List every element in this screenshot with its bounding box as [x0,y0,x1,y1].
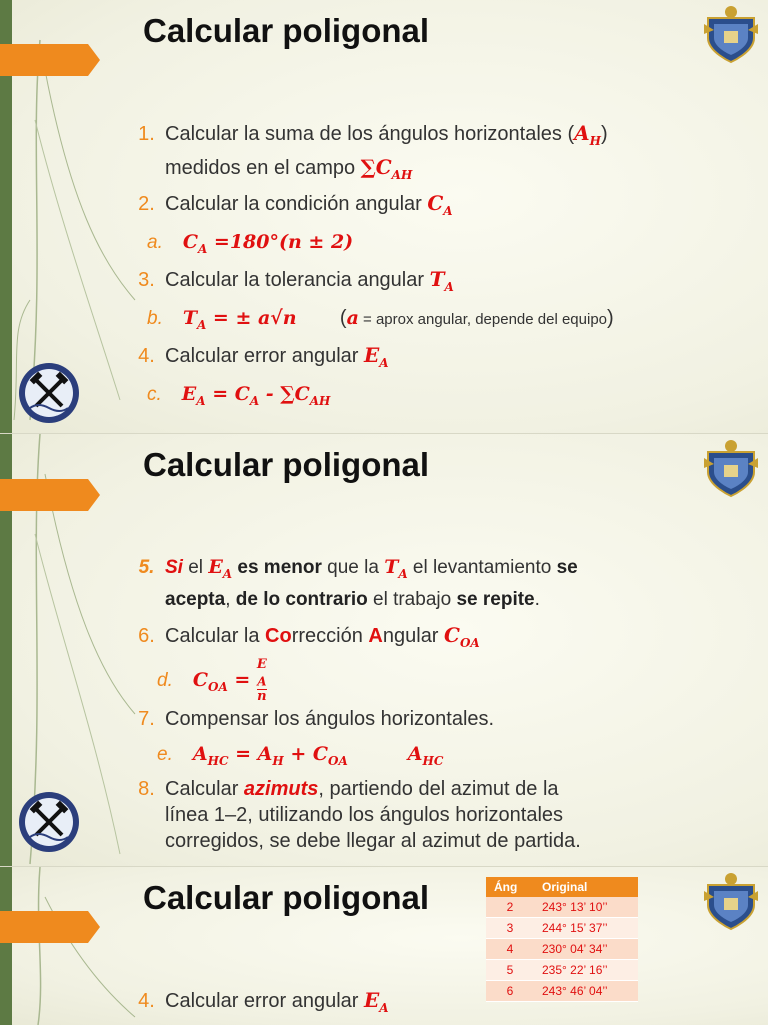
formula-c: c. $E_A = C_A - \sum C_{AH}$ [147,383,331,408]
list-item: 3. Calcular la tolerancia angular $T_A$ [138,267,454,294]
list-item: 4. Calcular error angular $E_A$ [138,988,389,1015]
mining-hammers-badge-icon [18,791,80,853]
formula-d: d. $C_{OA}$ = E $_A$ n [157,657,267,704]
slide-title: Calcular poligonal [143,12,430,49]
formula-a: a. $C_A =180^\circ(n \pm 2)$ [147,231,354,256]
list-item: 1. Calcular la suma de los ángulos horizontales $(A_H)$ medidos en el campo $\sum C_{AH}$ [138,121,608,182]
col-header: Áng [486,877,534,897]
formula-b: b. $T_A$ = ± a√n (a = aprox angular, depende del equipo) [147,307,614,332]
slide-3 [0,866,768,1025]
list-item: 2. Calcular la condición angular $C_A$ [138,191,453,218]
list-item: 8. Calcular azimuts, partiendo del azimut de la línea 1–2, utilizando los ángulos horizontales corregidos, se debe llegar al azimut de partida. [138,778,581,852]
table-row: 5 235° 22’ 16’’ [486,960,638,981]
university-crest-icon [700,438,762,500]
orange-title-arrow [0,911,100,943]
list-item: 7. Compensar los ángulos horizontales. [138,708,495,730]
university-crest-icon [700,871,762,933]
orange-title-arrow [0,44,100,76]
decorative-curves [0,867,140,1025]
table-row: 2 243° 13’ 10’’ [486,897,638,918]
table-row: 6 243° 46’ 04’’ [486,981,638,1002]
list-item: 6. Calcular la Corrección Angular $C_{OA}$ [138,623,480,650]
mining-hammers-badge-icon [18,362,80,424]
slide-2 [0,433,768,867]
list-item: 4. Calcular error angular $E_A$ [138,343,389,370]
slide-1 [0,0,768,433]
slide-title: Calcular poligonal [143,879,430,916]
list-item: 5. Si el $E_A$ es menor que la $T_A$ el levantamiento se acepta, de lo contrario el trabajo se repite. [138,556,578,610]
university-crest-icon [700,4,762,66]
formula-e: e. $A_{HC} = A_H + C_{OA}$ $A_{HC}$ [157,743,444,768]
table-header-row [486,877,638,897]
slide-title: Calcular poligonal [143,446,430,483]
table-row: 4 230° 04’ 34’’ [486,939,638,960]
col-header: Original [534,877,638,897]
table-row: 3 244° 15’ 37’’ [486,918,638,939]
orange-title-arrow [0,479,100,511]
angles-table [486,877,638,1002]
